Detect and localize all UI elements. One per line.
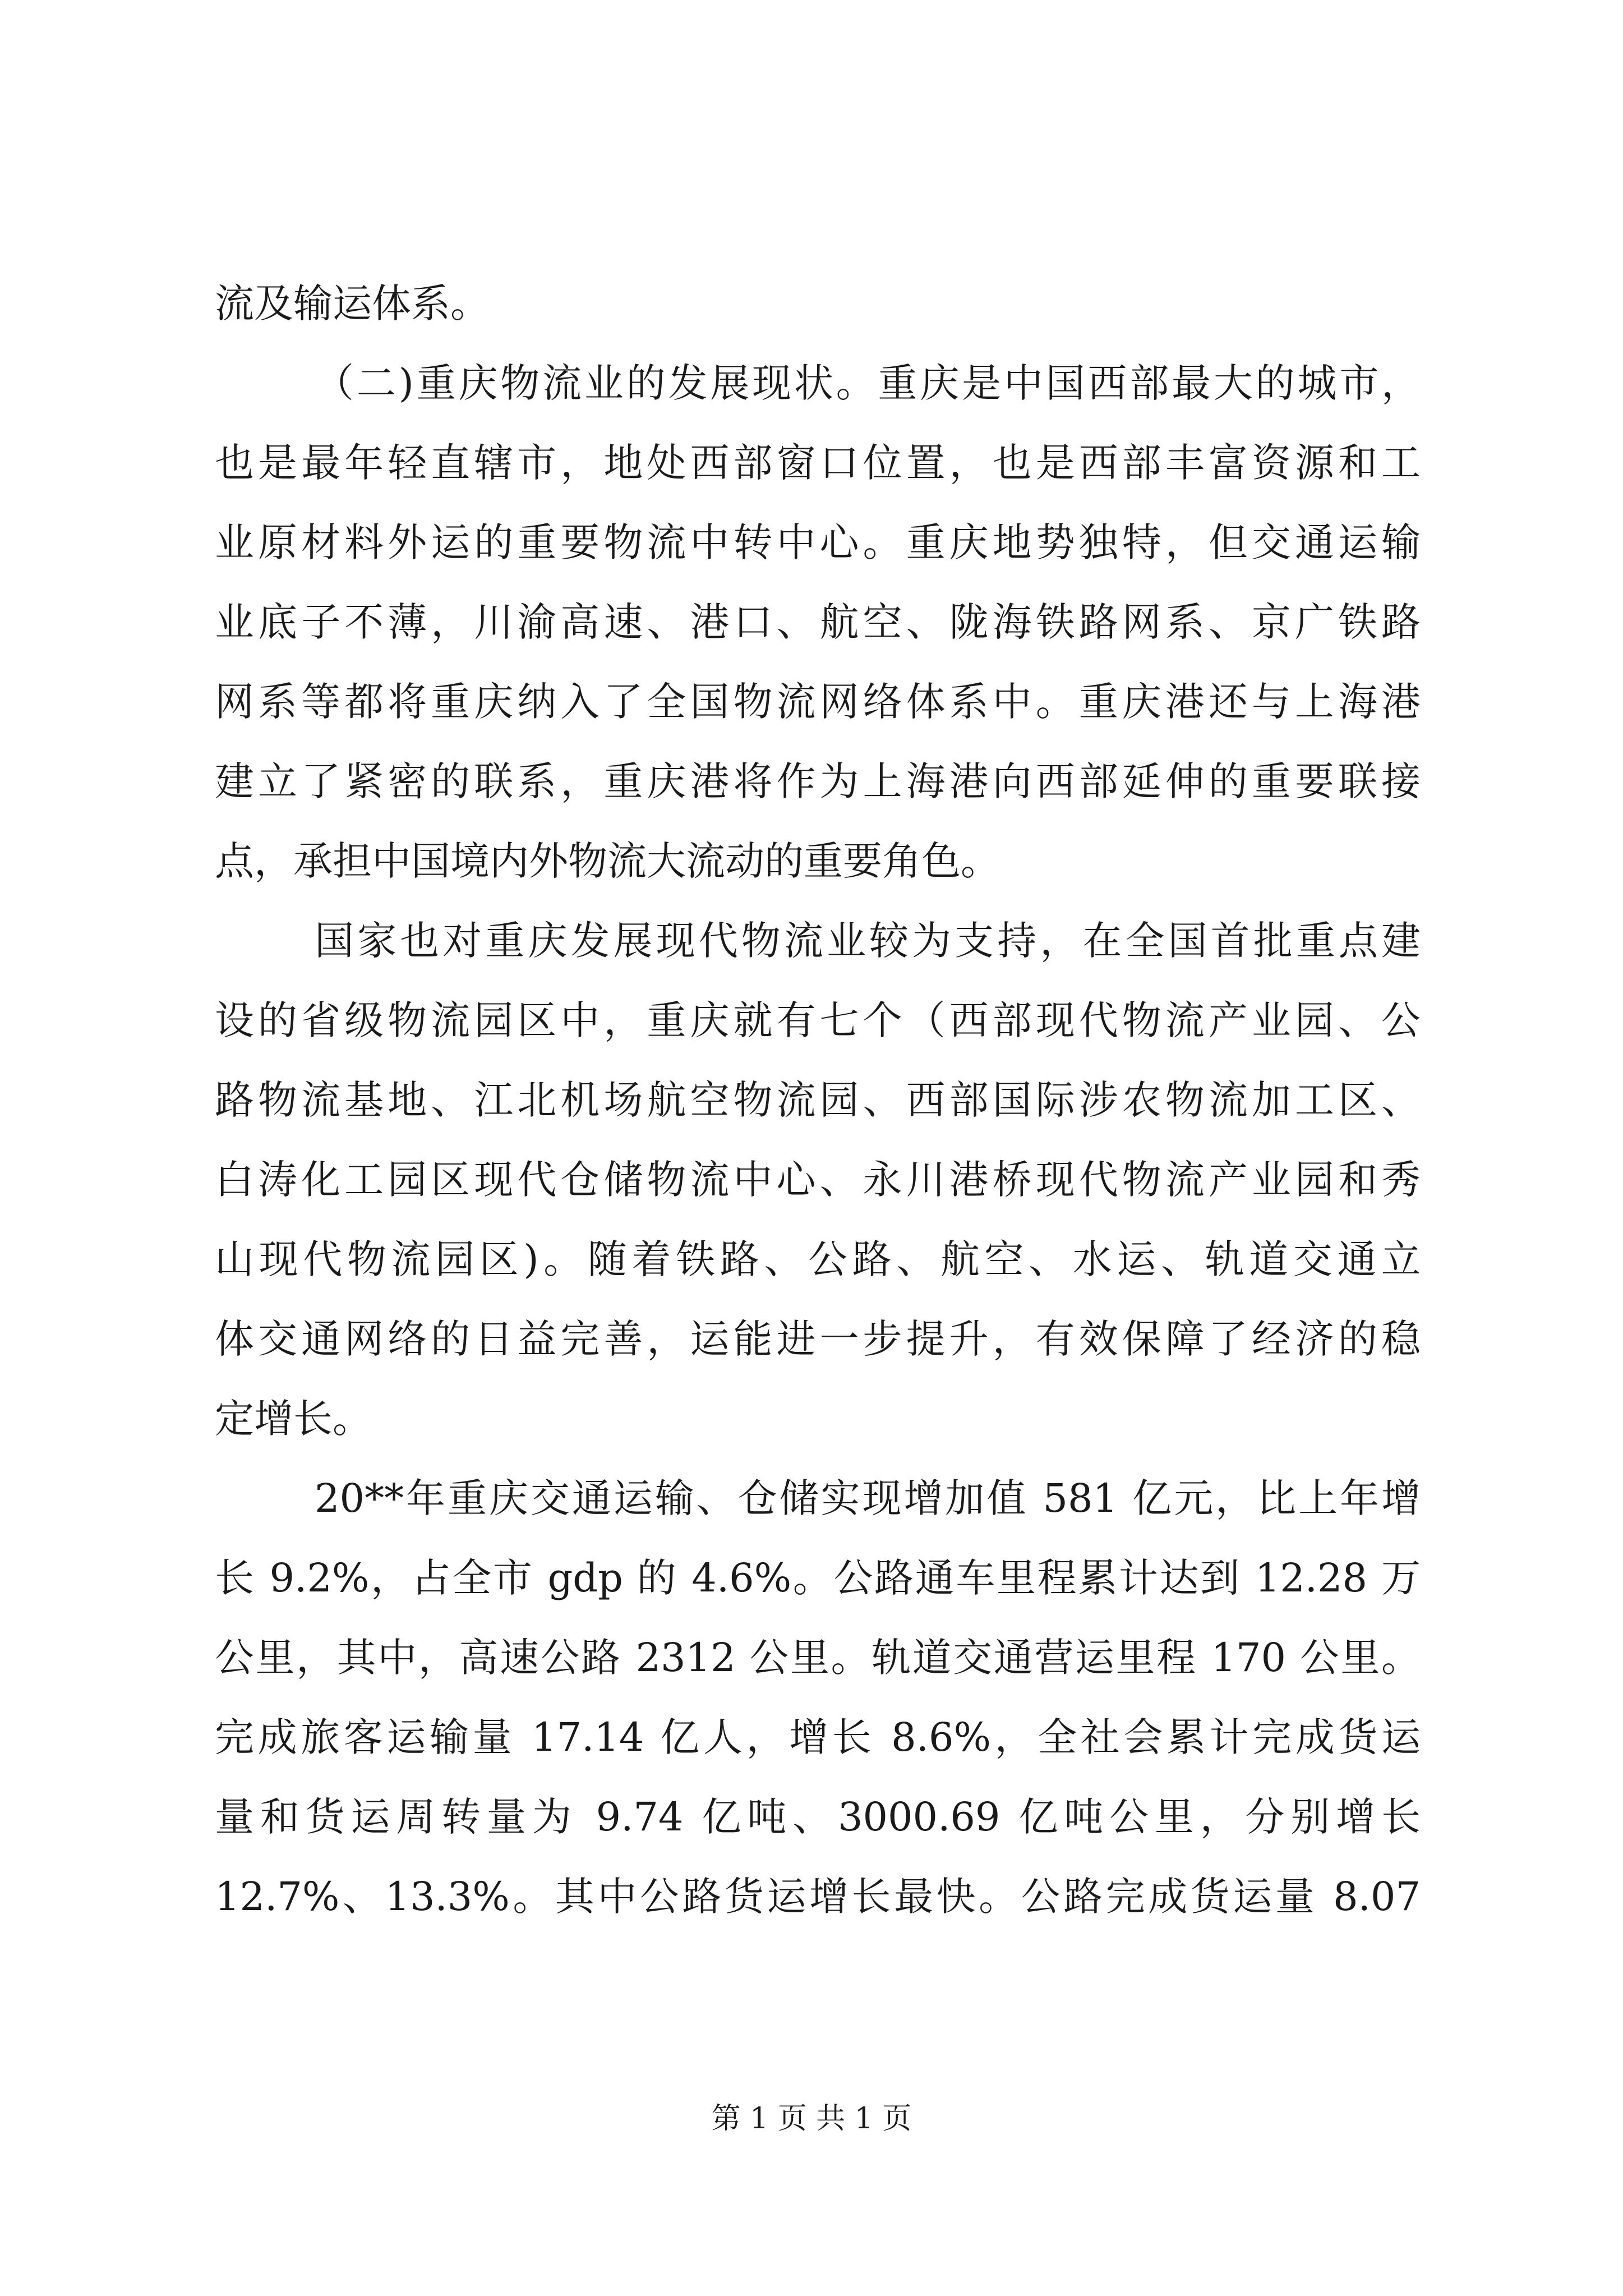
text-line: 完成旅客运输量 17.14 亿人，增长 8.6%，全社会累计完成货运 [215, 1714, 1421, 1760]
text-line: 国家也对重庆发展现代物流业较为支持，在全国首批重点建 [315, 918, 1421, 964]
text-line: 网系等都将重庆纳入了全国物流网络体系中。重庆港还与上海港 [215, 679, 1421, 725]
text-line: 设的省级物流园区中，重庆就有七个（西部现代物流产业园、公 [215, 997, 1421, 1043]
text-line: 点，承担中国境内外物流大流动的重要角色。 [215, 838, 1000, 884]
text-line: 白涛化工园区现代仓储物流中心、永川港桥现代物流产业园和秀 [215, 1157, 1421, 1203]
text-line: 建立了紧密的联系，重庆港将作为上海港向西部延伸的重要联接 [215, 758, 1421, 804]
text-line: 定增长。 [215, 1396, 372, 1442]
text-line: 长 9.2%，占全市 gdp 的 4.6%。公路通车里程累计达到 12.28 万 [215, 1555, 1421, 1601]
text-line: 体交通网络的日益完善，运能进一步提升，有效保障了经济的稳 [215, 1316, 1421, 1362]
document-body [215, 264, 1421, 1936]
text-line: 也是最年轻直辖市，地处西部窗口位置，也是西部丰富资源和工 [215, 440, 1421, 486]
text-line: 公里，其中，高速公路 2312 公里。轨道交通营运里程 170 公里。 [215, 1635, 1421, 1681]
text-line: 路物流基地、江北机场航空物流园、西部国际涉农物流加工区、 [215, 1077, 1421, 1123]
text-line: 业原材料外运的重要物流中转中心。重庆地势独特，但交通运输 [215, 519, 1421, 565]
text-line: 12.7%、13.3%。其中公路货运增长最快。公路完成货运量 8.07 [215, 1874, 1421, 1920]
text-line: （二)重庆物流业的发展现状。重庆是中国西部最大的城市， [315, 360, 1421, 406]
text-line: 流及输运体系。 [215, 280, 490, 326]
text-line: 量和货运周转量为 9.74 亿吨、3000.69 亿吨公里，分别增长 [215, 1794, 1421, 1840]
page-number-footer: 第 1 页 共 1 页 [711, 2102, 912, 2136]
text-line: 业底子不薄，川渝高速、港口、航空、陇海铁路网系、京广铁路 [215, 599, 1421, 645]
text-line: 20**年重庆交通运输、仓储实现增加值 581 亿元，比上年增 [315, 1475, 1421, 1521]
text-line: 山现代物流园区)。随着铁路、公路、航空、水运、轨道交通立 [215, 1236, 1421, 1282]
